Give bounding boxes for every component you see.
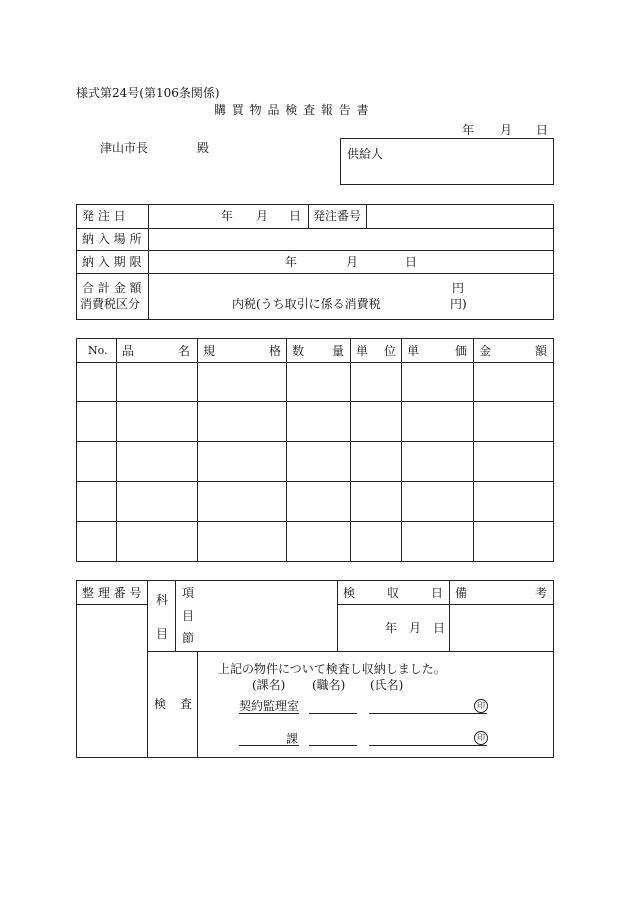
document-title: 購 買 物 品 検 査 報 告 書 [214,103,370,117]
deadline-day: 日 [405,255,418,269]
order-date-year: 年 [221,209,234,223]
col-position-label: (職名) [312,678,346,692]
col-name-header: 品 名 [122,344,190,358]
report-date-year: 年 [462,123,475,137]
table-row[interactable] [77,482,553,521]
table-row[interactable] [77,522,553,561]
item-label-3: 節 [182,631,195,645]
table-row[interactable] [77,402,553,441]
order-no-field[interactable] [367,205,553,227]
delivery-place-field[interactable] [149,229,553,249]
receipt-month: 月 [409,621,422,635]
order-date-month: 月 [256,209,269,223]
seal-mark-2: 印 [474,731,488,745]
deadline-month: 月 [346,255,359,269]
order-no-label: 発注番号 [313,209,362,223]
deadline-label: 納 入 期 限 [82,255,142,269]
remarks-field[interactable] [450,605,553,650]
report-date-month: 月 [500,123,513,137]
inspection-label: 検 査 [154,697,192,711]
col-price-header: 単 価 [407,344,467,358]
item-label-2: 目 [182,609,195,623]
delivery-place-label: 納 入 場 所 [82,232,142,246]
receipt-year: 年 [385,621,398,635]
inspection-statement: 上記の物件について検査し収納しました。 [218,662,446,676]
report-date-day: 日 [536,123,549,137]
order-date-label: 発 注 日 [82,209,126,223]
col-unit-header: 単 位 [356,344,396,358]
col-section-label: (課名) [252,678,286,692]
name-line-2[interactable] [369,745,487,746]
table-row[interactable] [77,442,553,481]
ref-no-field[interactable] [77,605,146,757]
receipt-date-label: 検 収 日 [343,586,443,600]
col-qty-header: 数 量 [292,344,344,358]
supplier-box[interactable] [340,138,554,185]
honorific: 殿 [197,141,210,155]
contract-office-label: 契約監理室 [239,699,300,713]
addressee: 津山市長 [100,141,149,155]
receipt-day: 日 [433,621,446,635]
total-amount-label: 合 計 金 額 [82,281,142,295]
section-line-2[interactable] [239,745,299,746]
tax-yen: 円) [450,297,467,311]
supplier-label: 供給人 [347,147,384,161]
category-label-2: 目 [156,627,169,641]
table-row[interactable] [77,363,553,401]
total-yen: 円 [452,281,465,295]
tax-note: 内税(うち取引に係る消費税 [232,297,381,311]
position-line-2[interactable] [309,745,357,746]
col-amount-header: 金 額 [479,344,547,358]
ref-no-label: 整 理 番 号 [82,586,142,600]
seal-mark-1: 印 [474,699,488,713]
col-no-header: No. [88,344,108,357]
name-line-1[interactable] [369,713,487,714]
position-line-1[interactable] [309,713,357,714]
remarks-label: 備 考 [455,586,547,600]
form-number: 様式第24号(第106条関係) [76,86,220,100]
section-suffix-label: 課 [286,732,299,746]
tax-category-label: 消費税区分 [80,297,141,311]
item-label-1: 項 [182,586,195,600]
col-spec-header: 規 格 [203,344,281,358]
deadline-year: 年 [285,255,298,269]
order-date-day: 日 [289,209,302,223]
col-name-label: (氏名) [370,678,404,692]
category-label-1: 科 [156,593,169,607]
